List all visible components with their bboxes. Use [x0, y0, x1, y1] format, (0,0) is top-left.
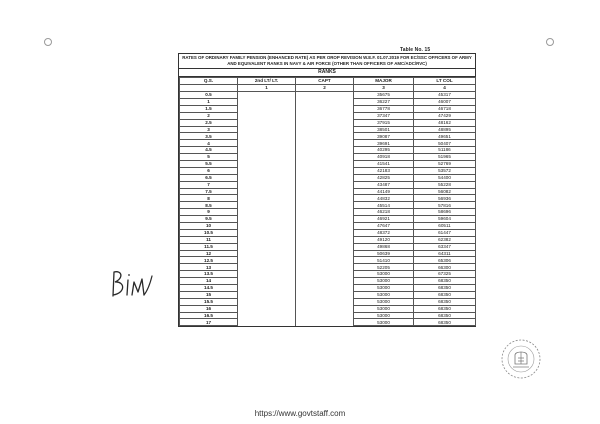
table-row: [180, 243, 476, 250]
rank-2nd-lt-cell: [238, 92, 296, 99]
rank-2nd-lt-cell: [238, 312, 296, 319]
rank-lt-col-cell: 61447: [414, 229, 476, 236]
rank-major-cell: 43487: [354, 181, 414, 188]
table-row: [180, 161, 476, 168]
table-row: [180, 298, 476, 305]
rank-lt-col-cell: 46718: [414, 105, 476, 112]
rank-major-cell: 52205: [354, 264, 414, 271]
rank-capt-cell: [296, 92, 354, 99]
rank-2nd-lt-cell: [238, 223, 296, 230]
table-row: [180, 209, 476, 216]
column-number: 3: [354, 85, 414, 92]
rank-lt-col-cell: 57816: [414, 202, 476, 209]
rank-2nd-lt-cell: [238, 209, 296, 216]
table-row: [180, 305, 476, 312]
rank-major-cell: 40295: [354, 147, 414, 154]
rank-lt-col-cell: 56082: [414, 188, 476, 195]
rank-2nd-lt-cell: [238, 154, 296, 161]
rank-capt-cell: [296, 154, 354, 161]
qs-cell: 8.5: [180, 202, 238, 209]
rank-2nd-lt-cell: [238, 216, 296, 223]
qs-cell: 8: [180, 195, 238, 202]
qs-cell: 10.5: [180, 229, 238, 236]
rank-capt-cell: [296, 243, 354, 250]
table-row: [180, 174, 476, 181]
rank-capt-cell: [296, 257, 354, 264]
qs-cell: 15: [180, 291, 238, 298]
punch-hole-right: [546, 38, 554, 46]
rank-lt-col-cell: 46007: [414, 98, 476, 105]
table-number: Table No. 15: [400, 47, 431, 53]
rank-capt-cell: [296, 119, 354, 126]
rank-major-cell: 39691: [354, 140, 414, 147]
column-header-capt: CAPT: [296, 77, 354, 85]
qs-cell: 1.5: [180, 105, 238, 112]
rank-2nd-lt-cell: [238, 119, 296, 126]
table-row: [180, 167, 476, 174]
rank-2nd-lt-cell: [238, 271, 296, 278]
rank-2nd-lt-cell: [238, 202, 296, 209]
rank-2nd-lt-cell: [238, 257, 296, 264]
qs-cell: 4: [180, 140, 238, 147]
table-row: [180, 112, 476, 119]
rank-capt-cell: [296, 209, 354, 216]
rank-capt-cell: [296, 133, 354, 140]
rank-major-cell: 53000: [354, 319, 414, 326]
qs-cell: 6: [180, 167, 238, 174]
rank-major-cell: 45514: [354, 202, 414, 209]
official-seal-emblem: [500, 338, 542, 380]
qs-cell: 9: [180, 209, 238, 216]
rank-2nd-lt-cell: [238, 229, 296, 236]
qs-cell: 14: [180, 278, 238, 285]
rank-capt-cell: [296, 319, 354, 326]
rank-lt-col-cell: 52769: [414, 161, 476, 168]
rank-capt-cell: [296, 140, 354, 147]
table-title: RATES OF ORDINARY FAMILY PENSION (ENHANCED RATE) AS PER OROP REVISION W.E.F. 01.07.2019 FOR EC/SSC OFFICERS OF ARMY AND EQUIVALENT RANKS IN NAVY & AIR FORCE (OTHER THAN OFFICERS OF AMC/ADC/RVC): [179, 54, 475, 69]
rank-capt-cell: [296, 202, 354, 209]
qs-cell: 15.5: [180, 298, 238, 305]
handwritten-signature: [108, 262, 156, 308]
rank-capt-cell: [296, 271, 354, 278]
rank-capt-cell: [296, 167, 354, 174]
table-row: [180, 105, 476, 112]
table-row: [180, 140, 476, 147]
column-header-major: MAJOR: [354, 77, 414, 85]
rank-2nd-lt-cell: [238, 181, 296, 188]
table-row: [180, 223, 476, 230]
qs-cell: 9.5: [180, 216, 238, 223]
qs-cell: 14.5: [180, 285, 238, 292]
qs-cell: 7.5: [180, 188, 238, 195]
rank-capt-cell: [296, 278, 354, 285]
qs-cell: 11: [180, 236, 238, 243]
rank-2nd-lt-cell: [238, 112, 296, 119]
qs-cell: 5.5: [180, 161, 238, 168]
table-row: [180, 92, 476, 99]
table-row: [180, 264, 476, 271]
table-row: [180, 257, 476, 264]
rank-lt-col-cell: 68350: [414, 305, 476, 312]
rank-2nd-lt-cell: [238, 140, 296, 147]
table-row: [180, 285, 476, 292]
rank-capt-cell: [296, 98, 354, 105]
qs-cell: 3.5: [180, 133, 238, 140]
rank-major-cell: 39087: [354, 133, 414, 140]
rank-lt-col-cell: 68350: [414, 285, 476, 292]
rank-major-cell: 36227: [354, 98, 414, 105]
rank-2nd-lt-cell: [238, 278, 296, 285]
rank-capt-cell: [296, 305, 354, 312]
rank-capt-cell: [296, 264, 354, 271]
qs-cell: 2.5: [180, 119, 238, 126]
table-row: [180, 188, 476, 195]
rank-lt-col-cell: 51186: [414, 147, 476, 154]
rank-2nd-lt-cell: [238, 236, 296, 243]
rank-capt-cell: [296, 236, 354, 243]
rank-lt-col-cell: 56936: [414, 195, 476, 202]
rank-lt-col-cell: 68350: [414, 298, 476, 305]
rank-lt-col-cell: 67325: [414, 271, 476, 278]
rank-lt-col-cell: 60511: [414, 223, 476, 230]
rank-major-cell: 44832: [354, 195, 414, 202]
rank-lt-col-cell: 68350: [414, 291, 476, 298]
table-row: [180, 133, 476, 140]
table-row: [180, 98, 476, 105]
rank-major-cell: 51410: [354, 257, 414, 264]
column-number: 2: [296, 85, 354, 92]
rank-lt-col-cell: 68350: [414, 312, 476, 319]
table-row: [180, 319, 476, 326]
rank-lt-col-cell: 53572: [414, 167, 476, 174]
rank-lt-col-cell: 64311: [414, 250, 476, 257]
table-row: [180, 195, 476, 202]
qs-cell: 12: [180, 250, 238, 257]
rank-major-cell: 53000: [354, 285, 414, 292]
rank-2nd-lt-cell: [238, 250, 296, 257]
rank-capt-cell: [296, 112, 354, 119]
rank-lt-col-cell: 68350: [414, 319, 476, 326]
rank-lt-col-cell: 65306: [414, 257, 476, 264]
qs-cell: 17: [180, 319, 238, 326]
rank-2nd-lt-cell: [238, 98, 296, 105]
rank-capt-cell: [296, 250, 354, 257]
qs-cell: 16.5: [180, 312, 238, 319]
qs-cell: 10: [180, 223, 238, 230]
rank-lt-col-cell: 49651: [414, 133, 476, 140]
rank-major-cell: 46218: [354, 209, 414, 216]
table-row: [180, 278, 476, 285]
rank-lt-col-cell: 50407: [414, 140, 476, 147]
table-row: [180, 202, 476, 209]
column-number: 4: [414, 85, 476, 92]
table-row: [180, 236, 476, 243]
rank-lt-col-cell: 51965: [414, 154, 476, 161]
qs-cell: 0.5: [180, 92, 238, 99]
rank-2nd-lt-cell: [238, 291, 296, 298]
qs-cell: 3: [180, 126, 238, 133]
column-header-2nd-lt: 2nd LT/ LT.: [238, 77, 296, 85]
rank-major-cell: 53000: [354, 271, 414, 278]
rank-lt-col-cell: 62382: [414, 236, 476, 243]
rank-major-cell: 53000: [354, 312, 414, 319]
table-row: [180, 126, 476, 133]
rank-lt-col-cell: 47429: [414, 112, 476, 119]
rank-major-cell: 42825: [354, 174, 414, 181]
column-number: 1: [238, 85, 296, 92]
table-row: [180, 181, 476, 188]
rank-major-cell: 53000: [354, 291, 414, 298]
rank-lt-col-cell: 66300: [414, 264, 476, 271]
rank-lt-col-cell: 58696: [414, 209, 476, 216]
rank-major-cell: 42183: [354, 167, 414, 174]
qs-cell: 11.5: [180, 243, 238, 250]
ranks-caption: RANKS: [179, 69, 475, 77]
punch-hole-left: [44, 38, 52, 46]
rank-capt-cell: [296, 229, 354, 236]
qs-cell: 2: [180, 112, 238, 119]
rank-lt-col-cell: 63347: [414, 243, 476, 250]
rank-major-cell: 50639: [354, 250, 414, 257]
rank-capt-cell: [296, 174, 354, 181]
qs-cell: 6.5: [180, 174, 238, 181]
rank-capt-cell: [296, 285, 354, 292]
pension-table-container: [178, 53, 476, 327]
rank-major-cell: 36778: [354, 105, 414, 112]
rank-2nd-lt-cell: [238, 161, 296, 168]
rank-2nd-lt-cell: [238, 319, 296, 326]
rank-2nd-lt-cell: [238, 305, 296, 312]
table-row: [180, 271, 476, 278]
rank-major-cell: 47647: [354, 223, 414, 230]
rank-capt-cell: [296, 216, 354, 223]
column-header-qs: Q.S.: [180, 77, 238, 85]
rank-major-cell: 53000: [354, 278, 414, 285]
rank-major-cell: 40918: [354, 154, 414, 161]
rank-major-cell: 49868: [354, 243, 414, 250]
rank-2nd-lt-cell: [238, 147, 296, 154]
rank-2nd-lt-cell: [238, 188, 296, 195]
table-row: [180, 291, 476, 298]
rank-capt-cell: [296, 161, 354, 168]
rank-major-cell: 49120: [354, 236, 414, 243]
rank-major-cell: 35675: [354, 92, 414, 99]
rank-capt-cell: [296, 188, 354, 195]
qs-cell: 13: [180, 264, 238, 271]
rank-capt-cell: [296, 223, 354, 230]
rank-lt-col-cell: 68350: [414, 278, 476, 285]
rank-2nd-lt-cell: [238, 243, 296, 250]
rank-major-cell: 38501: [354, 126, 414, 133]
rank-major-cell: 48372: [354, 229, 414, 236]
rank-capt-cell: [296, 312, 354, 319]
rank-lt-col-cell: 54400: [414, 174, 476, 181]
table-row: [180, 229, 476, 236]
rank-major-cell: 46921: [354, 216, 414, 223]
header-row: [180, 77, 476, 85]
rank-2nd-lt-cell: [238, 285, 296, 292]
table-row: [180, 312, 476, 319]
rank-major-cell: 41541: [354, 161, 414, 168]
qs-cell: 4.5: [180, 147, 238, 154]
rank-2nd-lt-cell: [238, 105, 296, 112]
rank-capt-cell: [296, 181, 354, 188]
rank-major-cell: 53000: [354, 298, 414, 305]
rank-lt-col-cell: 48895: [414, 126, 476, 133]
rank-capt-cell: [296, 105, 354, 112]
rank-capt-cell: [296, 298, 354, 305]
rank-lt-col-cell: 55228: [414, 181, 476, 188]
table-row: [180, 250, 476, 257]
rank-2nd-lt-cell: [238, 167, 296, 174]
rank-major-cell: 44149: [354, 188, 414, 195]
rank-capt-cell: [296, 291, 354, 298]
qs-cell: 7: [180, 181, 238, 188]
rank-2nd-lt-cell: [238, 126, 296, 133]
rank-2nd-lt-cell: [238, 264, 296, 271]
rank-lt-col-cell: 48162: [414, 119, 476, 126]
rank-lt-col-cell: 59604: [414, 216, 476, 223]
rank-2nd-lt-cell: [238, 298, 296, 305]
rank-major-cell: 53000: [354, 305, 414, 312]
rank-lt-col-cell: 45317: [414, 92, 476, 99]
table-row: [180, 154, 476, 161]
rank-2nd-lt-cell: [238, 174, 296, 181]
column-number: [180, 85, 238, 92]
qs-cell: 16: [180, 305, 238, 312]
qs-cell: 13.5: [180, 271, 238, 278]
rank-2nd-lt-cell: [238, 133, 296, 140]
qs-cell: 5: [180, 154, 238, 161]
rank-major-cell: 37347: [354, 112, 414, 119]
table-row: [180, 147, 476, 154]
footer-url[interactable]: https://www.govtstaff.com: [254, 409, 346, 418]
column-number-row: [180, 85, 476, 92]
rank-2nd-lt-cell: [238, 195, 296, 202]
qs-cell: 12.5: [180, 257, 238, 264]
column-header-lt-col: LT COL: [414, 77, 476, 85]
rank-capt-cell: [296, 126, 354, 133]
rank-major-cell: 37915: [354, 119, 414, 126]
pension-rate-table: [179, 77, 476, 327]
table-body: [180, 92, 476, 326]
rank-capt-cell: [296, 147, 354, 154]
table-row: [180, 119, 476, 126]
qs-cell: 1: [180, 98, 238, 105]
rank-capt-cell: [296, 195, 354, 202]
table-row: [180, 216, 476, 223]
